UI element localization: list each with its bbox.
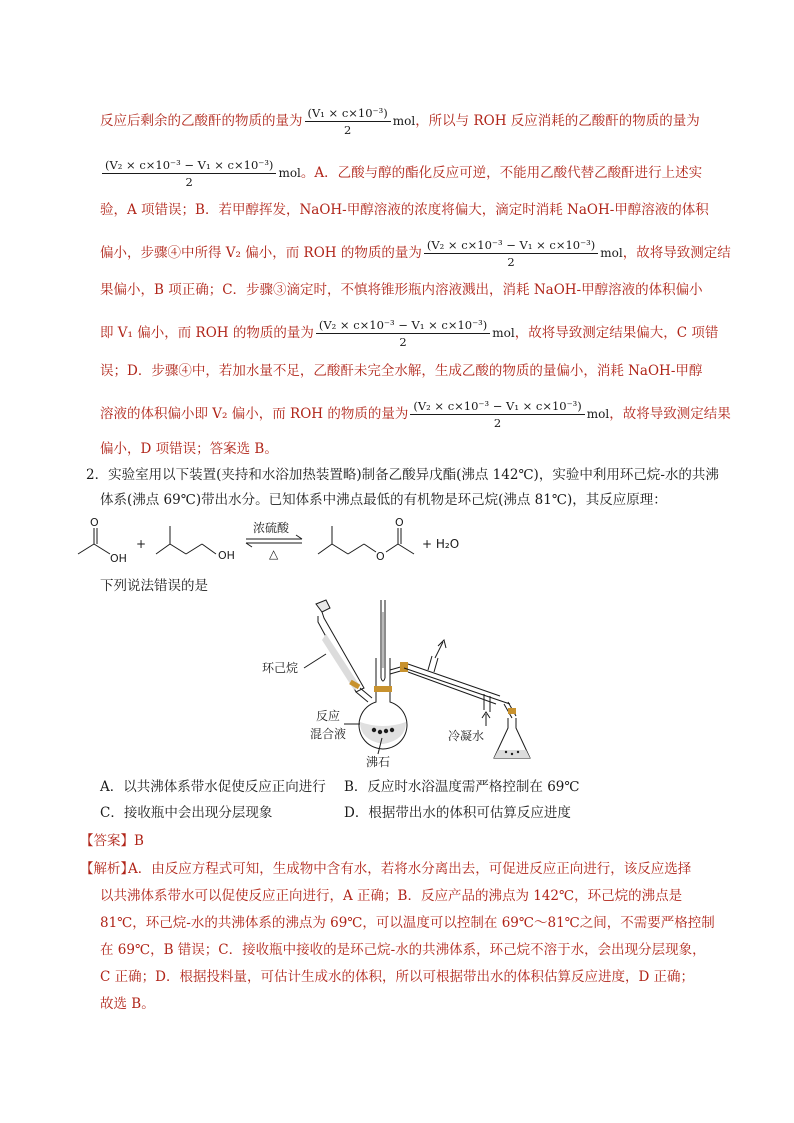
oxygen-label: O: [90, 516, 99, 529]
oxygen-label: O: [376, 550, 385, 563]
water-product: + H₂O: [422, 537, 460, 551]
analysis-line-8: 溶液的体积偏小即 V₂ 偏小，而 ROH 的物质的量为 $\frac{\text{(V₂ × c×10⁻³ − V₁ × c×10⁻³)}}{2}$ mol，故将导致测定结果: [100, 399, 731, 430]
text-segment: 。A．乙酸与醇的酯化反应可逆，不能用乙酸代替乙酸酐进行上述实: [300, 165, 703, 181]
analysis-line-3: 验，A 项错误；B．若甲醇挥发，NaOH-甲醇溶液的浓度将偏大，滴定时消耗 NaOH-甲醇溶液的体积: [100, 202, 709, 218]
receiving-flask-icon: [494, 718, 530, 758]
analysis-text-line: 在 69℃，B 错误；C．接收瓶中接收的是环己烷-水的共沸体系，环己烷不溶于水，会出现分层现象，: [100, 942, 706, 958]
analysis-line-7: 误；D．步骤④中，若加水量不足，乙酸酐未完全水解，生成乙酸的物质的量偏小，消耗 NaOH-甲醇: [100, 363, 703, 379]
text-segment: ，故将导致测定结果偏大，C 项错: [514, 325, 719, 341]
water-outlet-arrow-icon: [435, 640, 446, 658]
water-inlet-arrow-icon: [482, 712, 490, 726]
fraction-v2-v1: $\frac{\text{(V₂ × c×10⁻³ − V₁ × c×10⁻³)}}{2}$: [424, 237, 598, 270]
water-separator-icon: [316, 600, 372, 702]
fraction-v2-v1: $\frac{\text{(V₂ × c×10⁻³ − V₁ × c×10⁻³)}}{2}$: [102, 157, 276, 190]
cork-stopper: [400, 662, 408, 672]
question-2-line-1: 2．实验室用以下装置(夹持和水浴加热装置略)制备乙酸异戊酯(沸点 142℃)，实验中利用环己烷-水的共沸: [86, 467, 719, 483]
thermometer-icon: [381, 600, 385, 681]
text-segment: 偏小，步骤④中所得 V₂ 偏小，而 ROH 的物质的量为: [100, 245, 422, 261]
apparatus-diagram: [260, 598, 550, 770]
cyclohexane-label: 环己烷: [262, 661, 299, 675]
analysis-text-line: 81℃，环己烷-水的共沸体系的沸点为 69℃，可以温度可以控制在 69℃～81℃之间，不需要严格控制: [100, 915, 715, 931]
condenser-icon: [404, 656, 510, 712]
text-segment: 即 V₁ 偏小，而 ROH 的物质的量为: [100, 325, 314, 341]
oxygen-label: O: [395, 516, 404, 529]
option-d: D．根据带出水的体积可估算反应进度: [344, 805, 571, 821]
isoamyl-acetate-structure: [318, 526, 414, 554]
reaction-equation: [70, 512, 490, 570]
analysis-line-2: $\frac{\text{(V₂ × c×10⁻³ − V₁ × c×10⁻³)}}{2}$ mol。A．乙酸与醇的酯化反应可逆，不能用乙酸代替乙酸酐进行上述实: [100, 157, 702, 177]
acetic-acid-structure: [78, 528, 110, 554]
fraction-v2-v1: $\frac{\text{(V₂ × c×10⁻³ − V₁ × c×10⁻³)}}{2}$: [410, 398, 584, 431]
heat-label: △: [269, 547, 279, 561]
question-stem: 下列说法错误的是: [100, 578, 208, 594]
reaction-mixture-label: 反应: [316, 709, 341, 723]
hydroxyl-label: OH: [218, 549, 235, 562]
text-segment: 反应后剩余的乙酸酐的物质的量为: [100, 113, 303, 129]
catalyst-label: 浓硫酸: [253, 521, 290, 535]
analysis-line-5: 果偏小，B 项正确；C．步骤③滴定时，不慎将锥形瓶内溶液溅出，消耗 NaOH-甲醇溶液的体积偏小: [100, 282, 703, 298]
option-a: A．以共沸体系带水促使反应正向进行: [100, 779, 326, 795]
cooling-water-label: 冷凝水: [448, 729, 485, 743]
text-segment: ，故将导致测定结果: [609, 406, 731, 422]
text-segment: ，故将导致测定结: [622, 245, 731, 261]
equilibrium-arrow-icon: [246, 535, 302, 547]
boiling-stone-label: 沸石: [366, 755, 391, 769]
question-2-line-2: 体系(沸点 69℃)带出水分。已知体系中沸点最低的有机物是环己烷(沸点 81℃)，其反应原理：: [100, 492, 667, 508]
hydroxyl-label: OH: [110, 552, 127, 565]
fraction-v1: $\frac{\text{(V₁ × c×10⁻³)}}{2}$: [305, 105, 391, 138]
analysis-text-line: C 正确；D．根据投料量，可估计生成水的体积，所以可根据带出水的体积估算反应进度，D 正确；: [100, 969, 695, 985]
option-c: C．接收瓶中会出现分层现象: [100, 805, 273, 821]
cork-stopper: [508, 708, 516, 714]
fraction-v2-v1: $\frac{\text{(V₂ × c×10⁻³ − V₁ × c×10⁻³)}}{2}$: [316, 317, 490, 350]
text-segment: ，所以与 ROH 反应消耗的乙酸酐的物质的量为: [415, 113, 700, 129]
analysis-line-6: 即 V₁ 偏小，而 ROH 的物质的量为 $\frac{\text{(V₂ × c×10⁻³ − V₁ × c×10⁻³)}}{2}$ mol，故将导致测定结果偏大，C 项错: [100, 318, 719, 349]
analysis-text-line: 故选 B。: [100, 996, 155, 1012]
answer-tag: 【答案】B: [80, 833, 144, 849]
reaction-mixture-label: 混合液: [310, 727, 347, 741]
isoamyl-alcohol-structure: [156, 526, 216, 554]
plus-sign: +: [136, 537, 147, 551]
analysis-line-9: 偏小，D 项错误；答案选 B。: [100, 441, 278, 457]
analysis-text-line: A．由反应方程式可知，生成物中含有水，若将水分离出去，可促进反应正向进行，该反应选择: [128, 861, 692, 877]
analysis-line-1: 反应后剩余的乙酸酐的物质的量为 $\frac{\text{(V₁ × c×10⁻³)}}{2}$ mol，所以与 ROH 反应消耗的乙酸酐的物质的量为: [100, 106, 700, 137]
text-segment: 溶液的体积偏小即 V₂ 偏小，而 ROH 的物质的量为: [100, 406, 409, 422]
analysis-text-line: 以共沸体系带水可以促使反应正向进行，A 正确；B．反应产品的沸点为 142℃，环己烷的沸点是: [100, 888, 683, 904]
analysis-line-4: 偏小，步骤④中所得 V₂ 偏小，而 ROH 的物质的量为 $\frac{\text{(V₂ × c×10⁻³ − V₁ × c×10⁻³)}}{2}$ mol，故将导致测定结: [100, 238, 731, 269]
cork-stopper: [374, 686, 392, 692]
analysis-tag: 【解析】: [80, 861, 134, 877]
option-b: B．反应时水浴温度需严格控制在 69℃: [344, 779, 580, 795]
